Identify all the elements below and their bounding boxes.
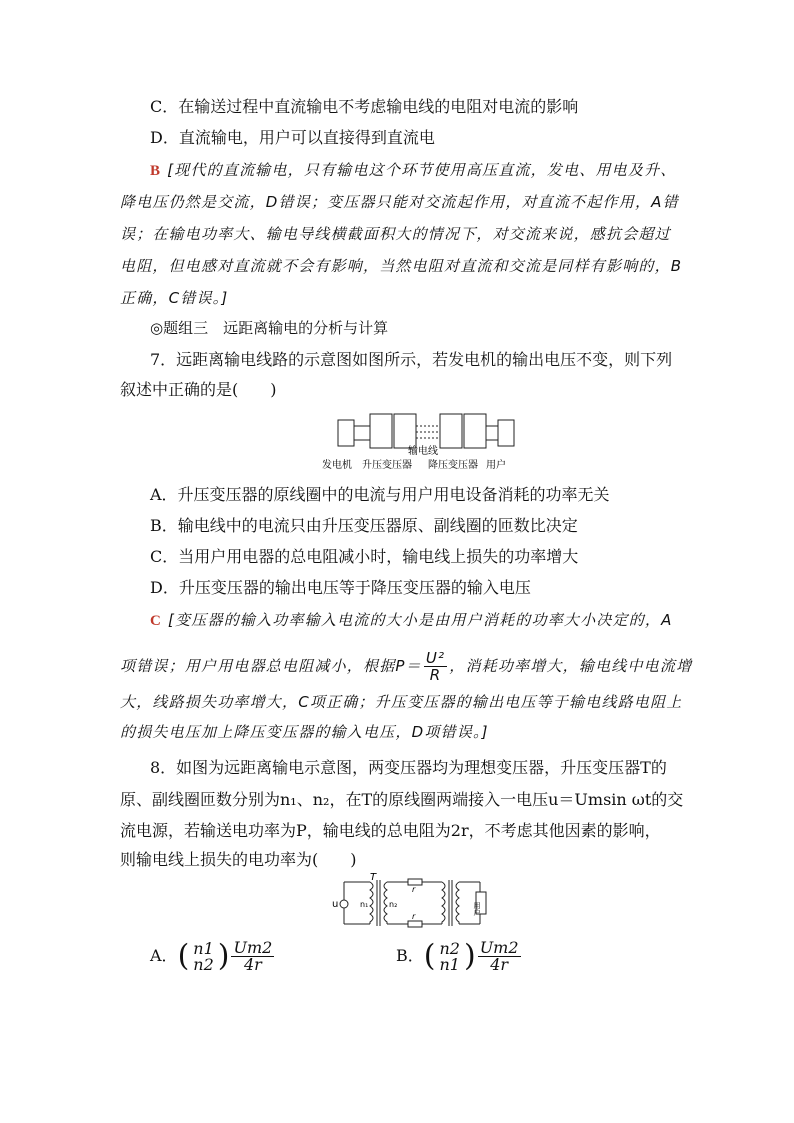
T-label: T xyxy=(370,872,377,883)
answer2-line3: 大，线路损失功率增大，C项正确；升压变压器的输出电压等于输电线路电阻上 xyxy=(120,693,683,711)
figure-transmission-diagram xyxy=(320,410,520,476)
answer2-text2a: 项错误；用户用电器总电阻减小，根据P＝ xyxy=(120,657,422,675)
option-b-voltage-fraction: $\frac{Um2}{4r}$ xyxy=(479,938,519,974)
step-up-box-1 xyxy=(370,414,392,448)
q7-option-d: D．升压变压器的输出电压等于降压变压器的输入电压 xyxy=(150,578,531,597)
q7-option-a: A．升压变压器的原线圈中的电流与用户用电设备消耗的功率无关 xyxy=(150,485,610,504)
q8-line1: 8．如图为远距离输电示意图，两变压器均为理想变压器，升压变压器T的 xyxy=(150,758,667,777)
option-d-line: D．直流输电，用户可以直接得到直流电 xyxy=(150,128,435,147)
generator-box xyxy=(338,420,354,446)
group3-heading: ◎题组三 远距离输电的分析与计算 xyxy=(150,319,389,337)
q7-line1: 7．远距离输电线路的示意图如图所示，若发电机的输出电压不变，则下列 xyxy=(150,350,673,369)
answer1-letter: B xyxy=(150,163,162,179)
user-load-label: 用户 xyxy=(473,902,481,916)
answer1-line3: 误；在输电功率大、输电导线横截面积大的情况下，对交流来说，感抗会超过 xyxy=(120,225,671,243)
figure-circuit-diagram xyxy=(330,872,500,934)
q7-option-c: C．当用户用电器的总电阻减小时，输电线上损失的功率增大 xyxy=(150,547,579,566)
q7-option-b: B．输电线中的电流只由升压变压器原、副线圈的匝数比决定 xyxy=(150,516,578,535)
answer1-text1: [现代的直流输电，只有输电这个环节使用高压直流，发电、用电及升、 xyxy=(167,161,677,179)
answer1-line5: 正确，C错误。] xyxy=(120,289,229,307)
answer1-line2: 降电压仍然是交流，D错误；变压器只能对交流起作用，对直流不起作用，A错 xyxy=(120,193,679,211)
step-down-box-1 xyxy=(440,414,462,448)
option-a-label: A． xyxy=(150,946,178,965)
n2-label: n₂ xyxy=(389,900,398,909)
r-top-label: r xyxy=(412,885,416,894)
step-down-primary xyxy=(442,882,445,924)
power-fraction xyxy=(424,650,447,683)
source-terminal xyxy=(340,900,348,908)
line-label: 输电线 xyxy=(408,446,438,457)
resistor-bottom xyxy=(408,921,422,927)
step-down-box-2 xyxy=(464,414,486,448)
r-bottom-label: r xyxy=(412,912,416,921)
answer2-line1 xyxy=(150,610,673,631)
answer2-line4: 的损失电压加上降压变压器的输入电压，D项错误。] xyxy=(120,723,489,741)
answer1-line4: 电阻，但电感对直流就不会有影响，当然电阻对直流和交流是同样有影响的，B xyxy=(120,257,683,275)
answer2-text2b: ，消耗功率增大，输电线中电流增 xyxy=(449,657,693,675)
step-up-box-2 xyxy=(394,414,416,448)
fraction-denominator: R xyxy=(429,666,442,684)
q8-option-a: A．( n1 n2 ) $\frac{Um2}{4r}$ xyxy=(150,938,273,974)
step-up-label: 升压变压器 xyxy=(362,460,412,471)
answer2-text1: [变压器的输入功率输入电流的大小是由用户消耗的功率大小决定的，A xyxy=(168,611,673,629)
q7-line2: 叙述中正确的是( ) xyxy=(120,380,277,399)
option-a-voltage-fraction: $\frac{Um2}{4r}$ xyxy=(233,938,273,974)
option-c-line: C．在输送过程中直流输电不考虑输电线的电阻对电流的影响 xyxy=(150,97,579,116)
q8-line3: 流电源，若输送电功率为P，输电线的总电阻为2r，不考虑其他因素的影响， xyxy=(120,821,661,840)
primary-coil xyxy=(370,882,373,924)
option-a-turns-fraction: n1 n2 xyxy=(193,938,214,974)
answer2-line2 xyxy=(120,648,692,684)
q8-option-b: B．( n2 n1 ) $\frac{Um2}{4r}$ xyxy=(396,938,519,974)
q8-line4: 则输电线上损失的电功率为( ) xyxy=(120,850,357,869)
option-b-label: B． xyxy=(396,946,424,965)
answer1-line1 xyxy=(150,160,676,181)
q8-line2: 原、副线圈匝数分别为n₁、n₂，在T的原线圈两端接入一电压u＝Umsin ωt的交 xyxy=(120,790,684,809)
secondary-coil xyxy=(384,882,387,924)
u-label: u xyxy=(332,899,339,910)
user-box xyxy=(498,420,514,446)
step-down-label: 降压变压器 xyxy=(428,460,478,471)
option-b-turns-fraction: n2 n1 xyxy=(439,938,460,974)
answer2-letter: C xyxy=(150,613,163,629)
generator-label: 发电机 xyxy=(322,460,352,471)
n1-label: n₁ xyxy=(360,900,369,909)
fraction-numerator: U² xyxy=(425,649,446,667)
user-label: 用户 xyxy=(486,460,506,471)
